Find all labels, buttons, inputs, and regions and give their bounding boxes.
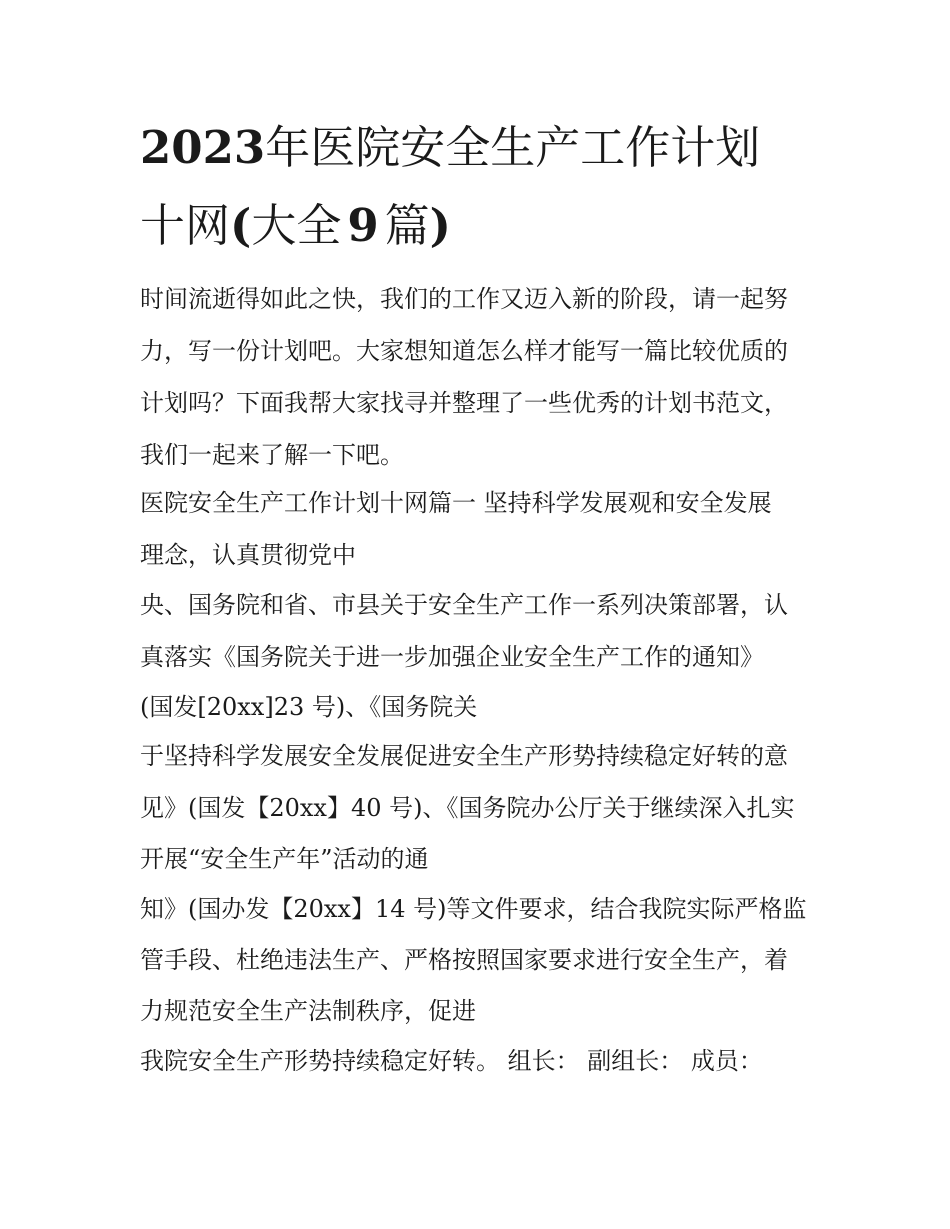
body-line: 力，写一份计划吧。大家想知道怎么样才能写一篇比较优质的 <box>140 337 788 365</box>
title-paren-open: ( <box>230 199 252 252</box>
body-line: 力规范安全生产法制秩序，促进 <box>140 997 476 1025</box>
body-line: 管手段、杜绝违法生产、严格按照国家要求进行安全生产，着 <box>140 946 788 974</box>
title-part: 大全 <box>251 199 342 252</box>
document-title-line-2 <box>140 199 840 252</box>
body-line: 我们一起来了解一下吧。 <box>140 441 404 469</box>
body-line: 我院安全生产形势持续稳定好转。 组长： 副组长： 成员： <box>140 1047 763 1075</box>
body-line: 计划吗？下面我帮大家找寻并整理了一些优秀的计划书范文， <box>140 389 788 417</box>
body-line: 医院安全生产工作计划十网篇一 坚持科学发展观和安全发展 <box>140 489 772 517</box>
title-paren-close: ) <box>429 199 451 252</box>
title-count: 9 <box>347 199 379 252</box>
body-line: 知》(国办发【20xx】14 号)等文件要求，结合我院实际严格监 <box>140 895 807 923</box>
title-part: 篇 <box>384 199 430 252</box>
body-line: 理念，认真贯彻党中 <box>140 541 356 569</box>
document-title-line-1 <box>140 121 840 174</box>
body-line: (国发[20xx]23 号)、《国务院关 <box>140 693 478 721</box>
title-part: 十网 <box>140 199 231 252</box>
body-line: 真落实《国务院关于进一步加强企业安全生产工作的通知》 <box>140 643 764 671</box>
title-year: 2023 <box>140 121 266 174</box>
title-text: 年医院安全生产工作计划 <box>265 121 761 174</box>
body-line: 时间流逝得如此之快，我们的工作又迈入新的阶段，请一起努 <box>140 285 788 313</box>
body-line: 于坚持科学发展安全发展促进安全生产形势持续稳定好转的意 <box>140 742 788 770</box>
body-line: 见》(国发【20xx】40 号)、《国务院办公厅关于继续深入扎实 <box>140 794 795 822</box>
body-line: 央、国务院和省、市县关于安全生产工作一系列决策部署，认 <box>140 591 788 619</box>
body-line: 开展“安全生产年”活动的通 <box>140 845 429 873</box>
